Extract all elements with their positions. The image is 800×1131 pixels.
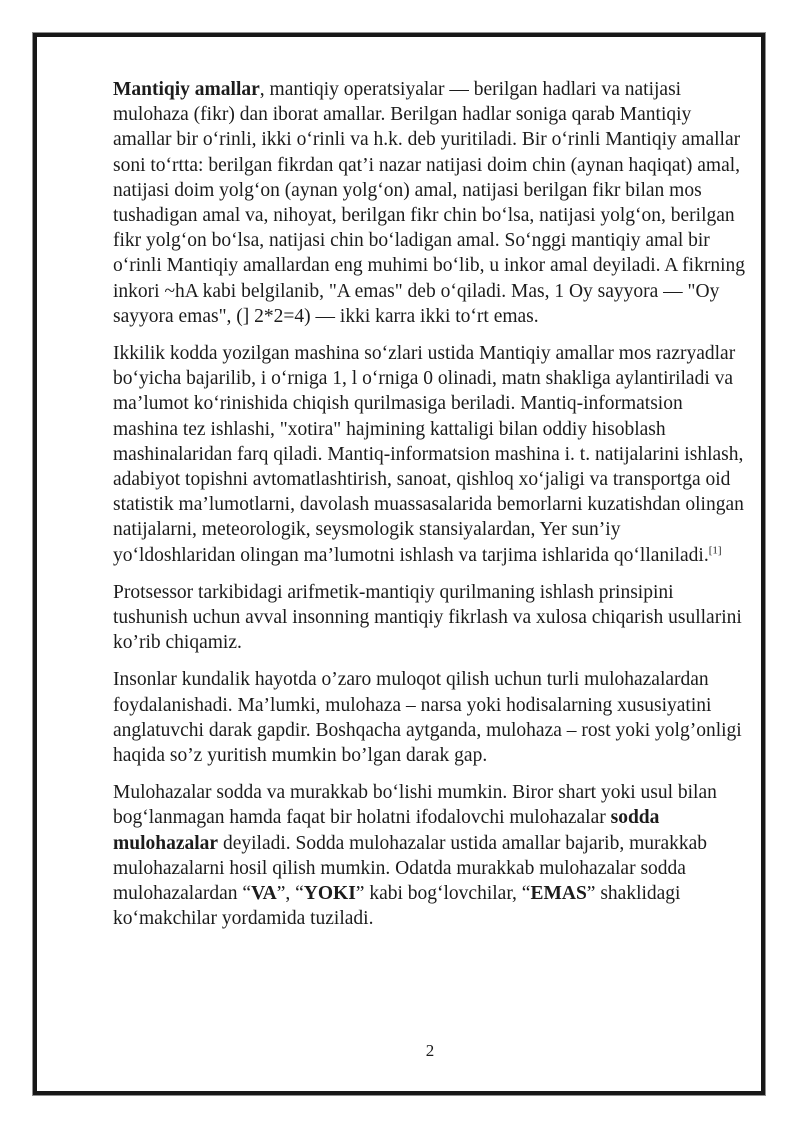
page-border-frame: [33, 33, 765, 1095]
text-run: Ikkilik kodda yozilgan mashina so‘zlari ustida Mantiqiy amallar mos razryadlar bo‘yicha bajarilib, i o‘rniga 1, l o‘rniga 0 olinadi, matn shakliga aylantiriladi va ma’lumot ko‘rinishida chiqish qurilmasiga beriladi. Mantiq-informatsion mashina tez ishlashi, "xotira" hajmining kattaligi bilan oddiy hisoblash mashinalaridan farq qiladi. Mantiq-informatsion mashina i. t. natijalarini ishlash, adabiyot topishni avtomatlashtirish, sanoat, qishloq xo‘jaligi va transportga oid statistik ma’lumotlarni, davolash muassasalarida bemorlarni kuzatishdan olingan natijalarni, meteorologik, seysmologik stansiyalardan, Yer sun’iy yo‘ldoshlaridan olingan ma’lumotni ishlash va tarjima ishlarida qo‘llaniladi.: [113, 343, 744, 566]
text-run: Mulohazalar sodda va murakkab bo‘lishi mumkin. Biror shart yoki usul bilan bog‘lanmagan hamda faqat bir holatni ifodalovchi mulohazalar: [113, 782, 717, 829]
paragraph-3: [113, 580, 747, 656]
bold-text-run: sodda mulohazalar: [113, 807, 660, 854]
paragraph-2: [113, 341, 747, 568]
page-number: 2: [425, 1041, 435, 1060]
text-run: deyiladi. Sodda mulohazalar ustida amallar bajarib, murakkab mulohazalarni hosil qilish mumkin. Odatda murakkab mulohazalar sodda mulohazalardan “: [113, 832, 708, 905]
bold-text-run: Mantiqiy amallar: [113, 79, 260, 100]
bold-text-run: EMAS: [530, 883, 587, 905]
bold-text-run: VA: [251, 883, 277, 905]
paragraph-1: [113, 77, 747, 329]
text-run: ”, “: [276, 883, 304, 905]
text-run: ” shaklidagi ko‘makchilar yordamida tuziladi.: [113, 883, 681, 930]
bold-text-run: YOKI: [303, 883, 356, 905]
paragraph-5: [113, 780, 747, 931]
text-run: Protsessor tarkibidagi arifmetik-mantiqiy qurilmaning ishlash prinsipini tushunish uchun avval insonning mantiqiy fikrlash va xulosa chiqarish usullarini ko’rib chiqamiz.: [113, 581, 742, 654]
document-body: [37, 37, 761, 1091]
paragraph-4: [113, 667, 747, 768]
text-run: Insonlar kundalik hayotda o’zaro muloqot qilish uchun turli mulohazalardan foydalanishadi. Ma’lumki, mulohaza – narsa yoki hodisalarning xususiyatini anglatuvchi darak gapdir. Boshqacha aytganda, mulohaza – rost yoki yolg’onligi haqida so’z yuritish mumkin bo’lgan darak gap.: [113, 669, 742, 767]
footnote-reference: [1]: [708, 544, 722, 557]
text-run: ” kabi bog‘lovchilar, “: [355, 883, 531, 905]
text-run: , mantiqiy operatsiyalar — berilgan hadlari va natijasi mulohaza (fikr) dan iborat amallar. Berilgan hadlar soniga qarab Mantiqiy amallar bir o‘rinli, ikki o‘rinli va h.k. deb yuritiladi. Bir o‘rinli Mantiqiy amallar soni to‘rtta: berilgan fikrdan qat’i nazar natijasi doim chin (aynan haqiqat) amal, natijasi doim yolg‘on (aynan yolg‘on) amal, natijasi berilgan fikr bilan mos tushadigan amal va, nihoyat, berilgan fikr chin bo‘lsa, natijasi yolg‘on, berilgan fikr yolg‘on bo‘lsa, natijasi chin bo‘ladigan amal. So‘nggi mantiqiy amal bir o‘rinli Mantiqiy amallardan eng muhimi bo‘lib, u inkor amal deyiladi. A fikrning inkori ~hA kabi belgilanib, "A emas" deb o‘qiladi. Mas, 1 Oy sayyora — "Oy sayyora emas", (] 2*2=4) — ikki karra ikki to‘rt emas.: [113, 79, 746, 327]
